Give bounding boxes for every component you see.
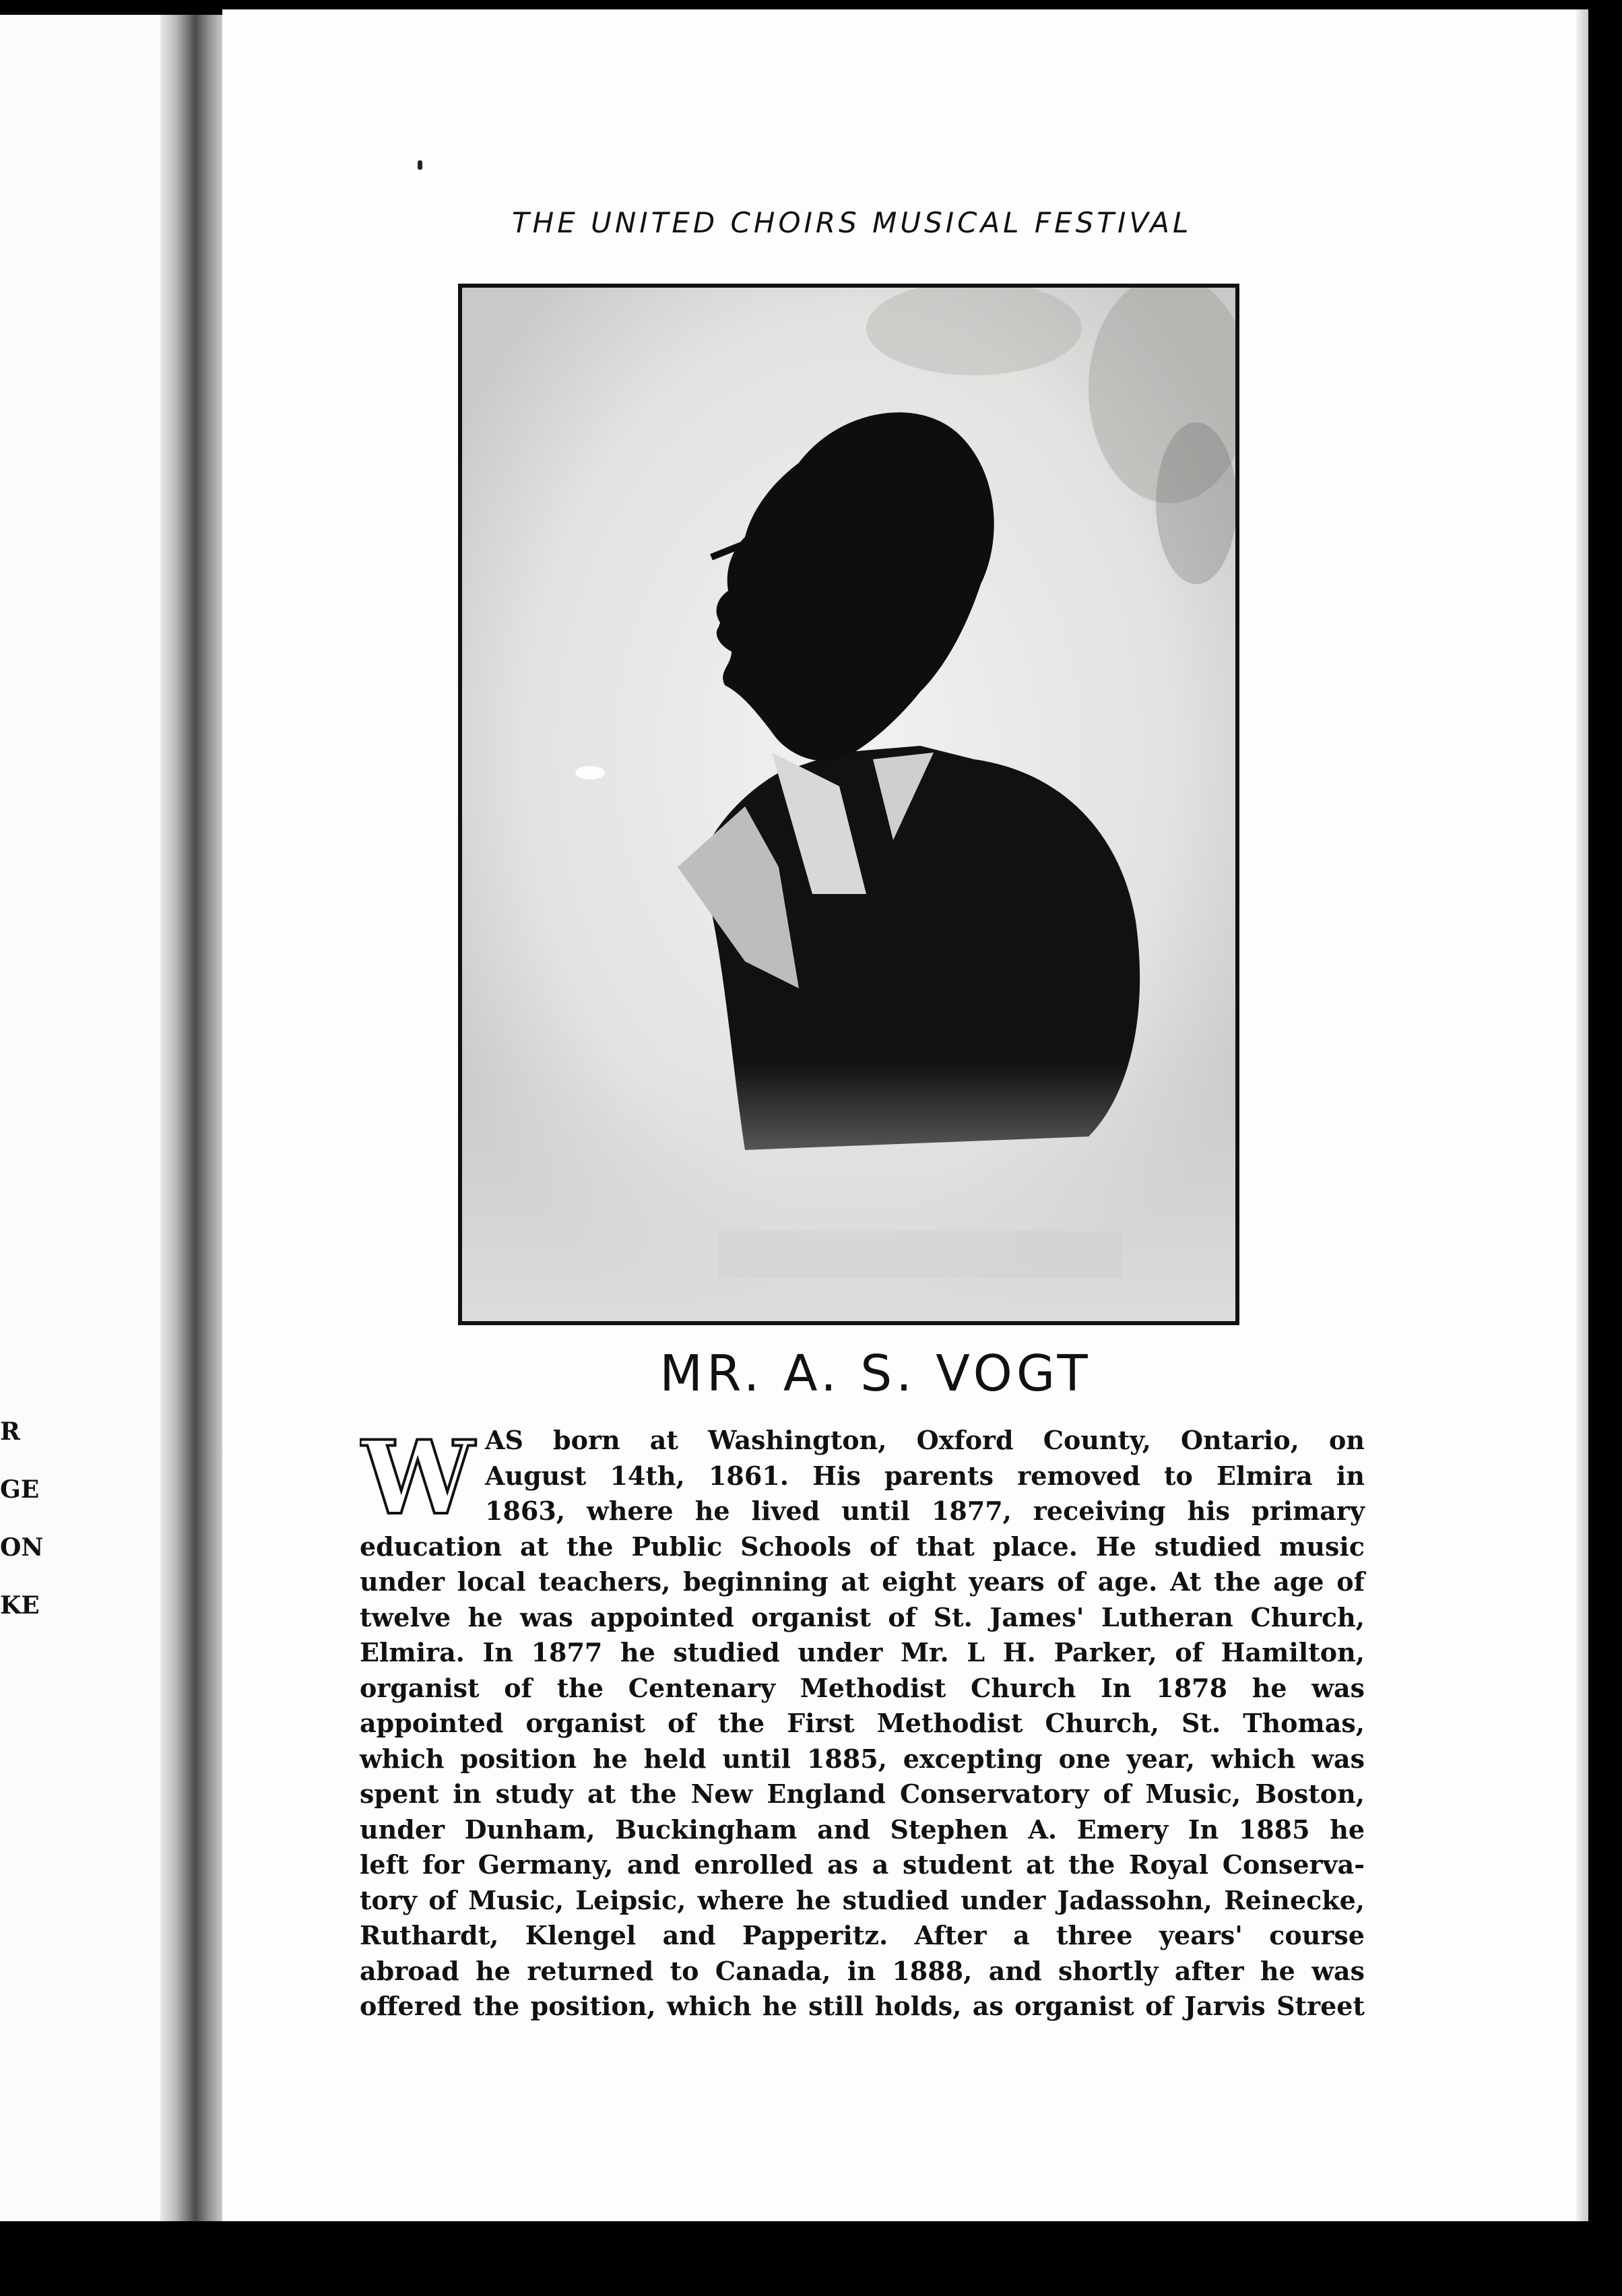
- text-line: under local teachers, beginning at eight years of age. At the age of: [360, 1566, 1365, 1597]
- text-line: which position he held until 1885, excepting one year, which was: [360, 1743, 1365, 1774]
- text-line: August 14th, 1861. His parents removed to Elmira in: [485, 1460, 1365, 1491]
- text-line: twelve he was appointed organist of St. James' Lutheran Church,: [360, 1601, 1365, 1632]
- article-title: MR. A. S. VOGT: [659, 1345, 1092, 1403]
- margin-fragment: GE: [0, 1475, 40, 1504]
- text-line: tory of Music, Leipsic, where he studied under Jadassohn, Reinecke,: [360, 1884, 1365, 1915]
- margin-fragment: ON: [0, 1533, 44, 1562]
- margin-fragment: KE: [0, 1591, 40, 1620]
- text-line: offered the position, which he still holds, as organist of Jarvis Street: [360, 1991, 1365, 2021]
- portrait-photograph: [458, 284, 1239, 1325]
- portrait-silhouette: [462, 288, 1235, 1321]
- cut-off-margin-text: [0, 1403, 44, 1634]
- text-line: spent in study at the New England Conservatory of Music, Boston,: [360, 1779, 1365, 1809]
- text-line: organist of the Centenary Methodist Church In 1878 he was: [360, 1672, 1365, 1703]
- text-line: AS born at Washington, Oxford County, Ontario, on: [485, 1425, 1365, 1455]
- text-line: Ruthardt, Klengel and Papperitz. After a three years' course: [360, 1920, 1365, 1950]
- article-body: [360, 1423, 1365, 2024]
- text-line: Elmira. In 1877 he studied under Mr. L H. Parker, of Hamilton,: [360, 1637, 1365, 1667]
- running-head: THE UNITED CHOIRS MUSICAL FESTIVAL: [512, 206, 1192, 239]
- text-line: abroad he returned to Canada, in 1888, and shortly after he was: [360, 1955, 1365, 1986]
- text-line: 1863, where he lived until 1877, receiving his primary: [485, 1496, 1365, 1526]
- ink-speck: [418, 160, 422, 170]
- text-line: education at the Public Schools of that place. He studied music: [360, 1531, 1365, 1562]
- text-line: left for Germany, and enrolled as a student at the Royal Conserva-: [360, 1849, 1365, 1880]
- text-line: appointed organist of the First Methodist Church, St. Thomas,: [360, 1708, 1365, 1738]
- page-edge-shadow: [1576, 9, 1588, 2221]
- margin-fragment: R: [0, 1417, 20, 1446]
- text-line: under Dunham, Buckingham and Stephen A. Emery In 1885 he: [360, 1814, 1365, 1845]
- drop-cap-letter: W: [361, 1430, 475, 1524]
